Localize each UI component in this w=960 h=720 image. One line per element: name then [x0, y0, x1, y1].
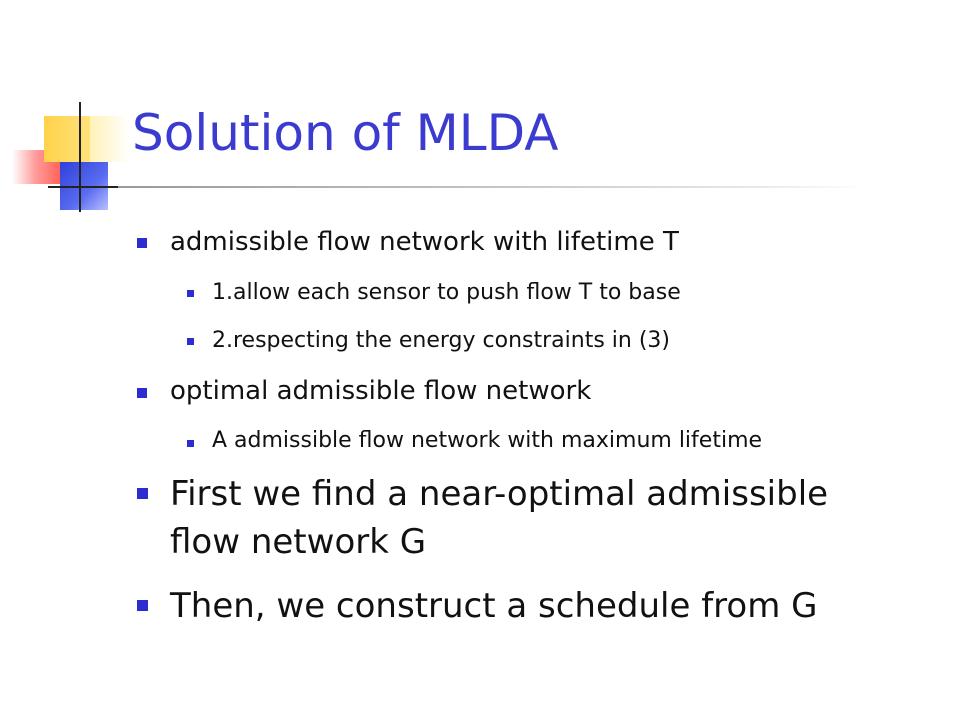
bullet-3-line-1: First we find a near-optimal admissible [170, 474, 829, 514]
logo-yellow-block [44, 116, 90, 162]
logo-horizontal-line [48, 186, 118, 188]
bullet-2-sub-1-text: A admissible flow network with maximum lifetime [212, 428, 763, 453]
logo-vertical-line [79, 102, 81, 212]
slide-title: Solution of MLDA [132, 104, 559, 162]
bullet-2-text: optimal admissible flow network [170, 376, 592, 406]
sub-bullet-marker [187, 440, 194, 447]
title-divider [118, 186, 868, 188]
bullet-1-sub-1-text: 1.allow each sensor to push flow T to base [212, 280, 681, 305]
bullet-3-line-2: flow network G [170, 522, 427, 562]
bullet-4-text: Then, we construct a schedule from G [170, 586, 818, 626]
sub-bullet-marker [187, 338, 194, 345]
bullet-1-text: admissible flow network with lifetime T [170, 227, 679, 257]
bullet-marker [137, 488, 148, 499]
bullet-marker [137, 238, 147, 248]
sub-bullet-marker [187, 290, 194, 297]
bullet-marker [137, 600, 148, 611]
logo-yellow-fade [90, 116, 130, 162]
bullet-marker [137, 388, 147, 398]
decorative-logo [0, 0, 140, 230]
bullet-1-sub-2-text: 2.respecting the energy constraints in (3) [212, 328, 670, 353]
